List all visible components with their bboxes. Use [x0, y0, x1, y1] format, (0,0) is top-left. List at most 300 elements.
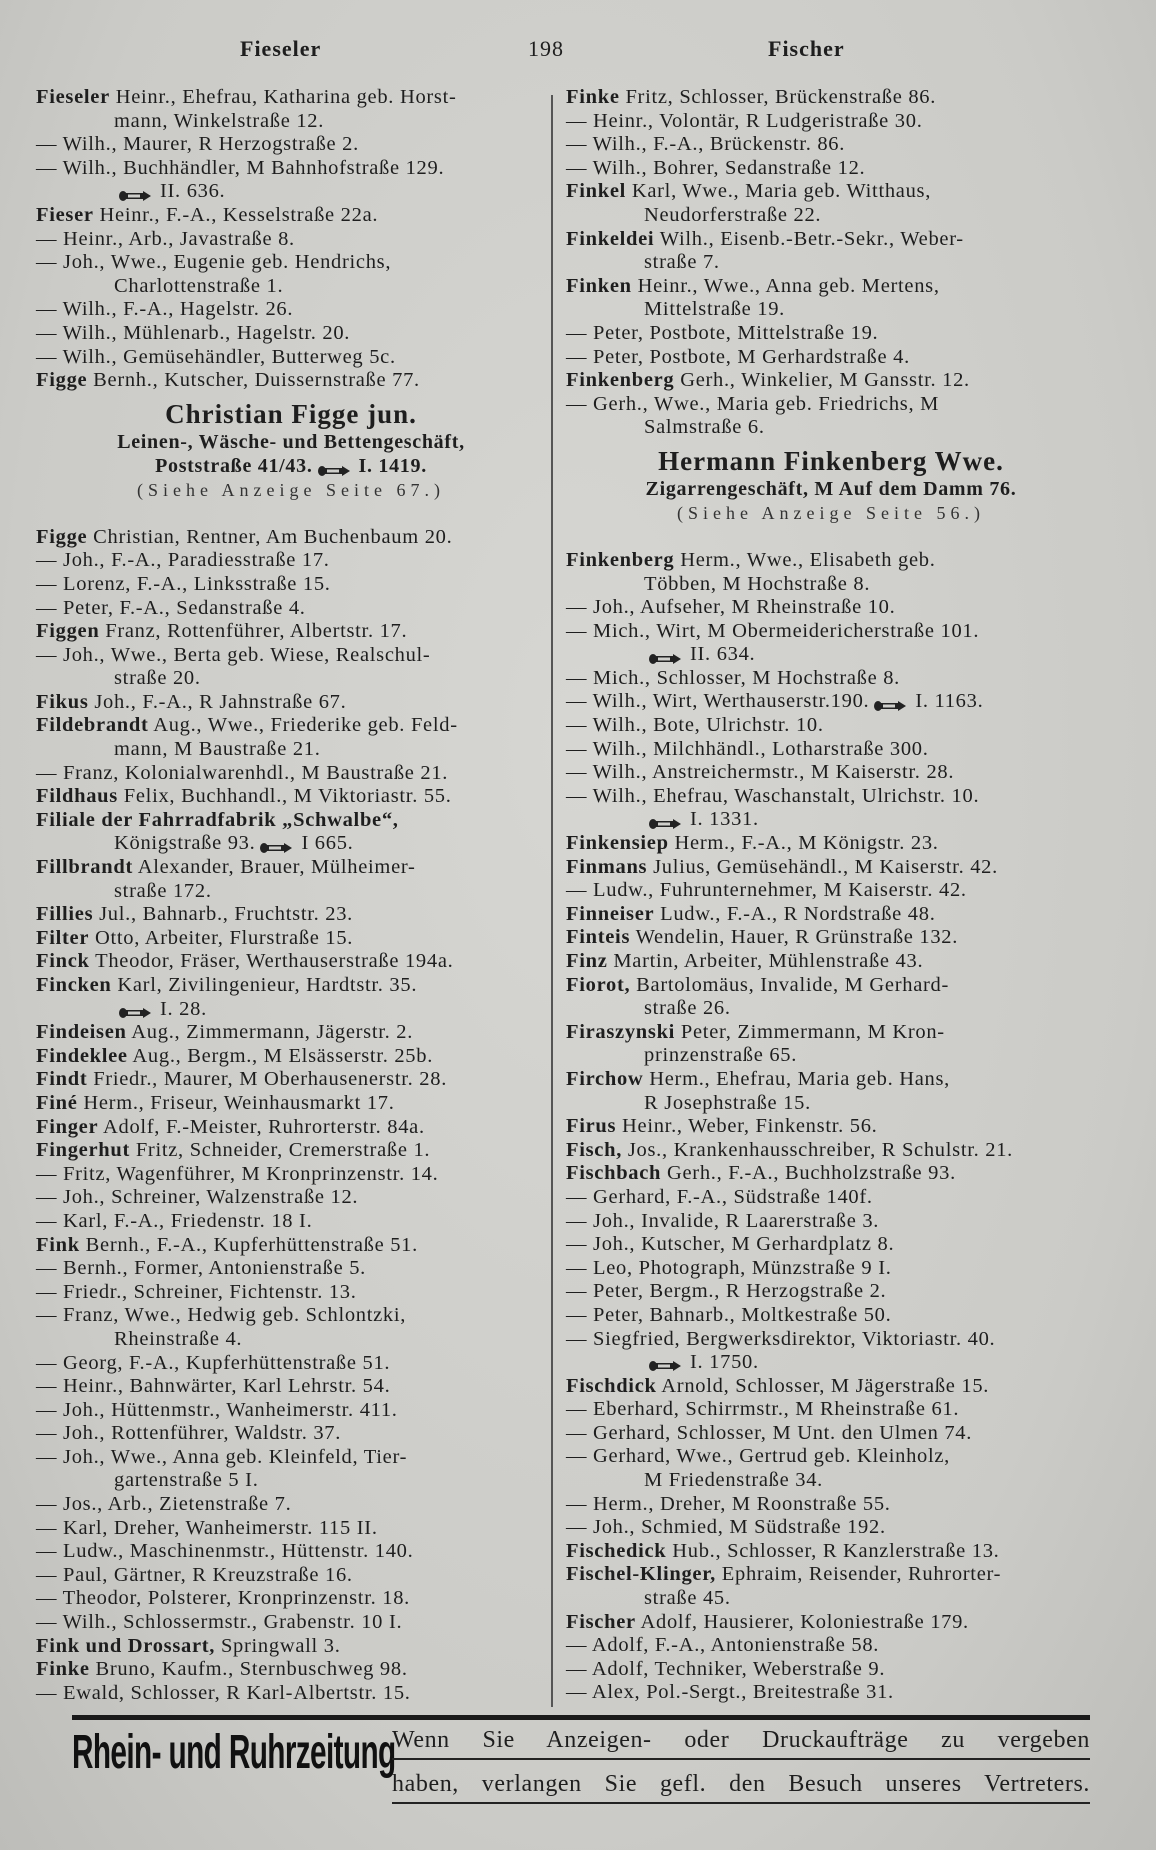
entry-details: R Josephstraße 15. — [644, 1091, 811, 1114]
entry-details: Charlottenstraße 1. — [114, 274, 284, 297]
entry-details: M Friedenstraße 34. — [644, 1469, 823, 1492]
entry-details: Joh., Wwe., Eugenie geb. Hendrichs, — [63, 251, 392, 274]
phone-number: I 665. — [301, 832, 354, 855]
entry-details: Heinr., Arb., Javastraße 8. — [63, 227, 295, 250]
entry-surname: Finteis — [566, 926, 631, 949]
entry-details: Neudorferstraße 22. — [644, 203, 822, 226]
entry-details: Ludw., Fuhrunternehmer, M Kaiserstr. 42. — [593, 879, 967, 902]
phone-number: II. 636. — [160, 180, 226, 203]
entry-details: Fritz, Schlosser, Brückenstraße 86. — [625, 86, 937, 108]
directory-entry — [566, 298, 1096, 322]
entry-details: Wilh., Wirt, Werthauserstr.190. — [592, 690, 870, 713]
directory-entry: — Joh., Invalide, R Laarerstraße 3. — [566, 1209, 880, 1232]
directory-entry: — Franz, Wwe., Hedwig geb. Schlontzki, — [36, 1304, 407, 1327]
entry-details: Herm., Ehefrau, Maria geb. Hans, — [649, 1067, 950, 1090]
entry-details: Joh., Aufseher, M Rheinstraße 10. — [593, 596, 896, 619]
entry-details: Theodor, Fräser, Werthauserstraße 194a. — [95, 950, 454, 973]
directory-entry: — Wilh., F.-A., Brückenstr. 86. — [566, 133, 846, 156]
entry-details: Bartolomäus, Invalide, M Gerhard- — [636, 973, 950, 996]
entry-surname: Fincken — [36, 974, 112, 996]
entry-surname: Fildebrandt — [36, 714, 149, 737]
display-advertisement — [36, 399, 546, 502]
directory-entry — [36, 1658, 546, 1682]
directory-entry: — Karl, F.-A., Friedenstr. 18 I. — [36, 1209, 313, 1232]
directory-entry — [36, 738, 546, 762]
entry-details: Otto, Arbeiter, Flurstraße 15. — [94, 926, 354, 949]
entry-details: Heinr., F.-A., Kesselstraße 22a. — [99, 203, 379, 226]
entry-details: Gerh., Winkelier, M Gansstr. 12. — [680, 369, 970, 392]
directory-entry: — Jos., Arb., Zietenstraße 7. — [36, 1493, 292, 1516]
entry-surname: Figgen — [36, 620, 100, 643]
directory-entry — [566, 643, 1096, 667]
entry-surname: Finger — [36, 1115, 99, 1138]
directory-entry: — Joh., Aufseher, M Rheinstraße 10. — [566, 596, 896, 619]
advertisement-footer — [72, 1715, 1090, 1815]
entry-details: Rheinstraße 4. — [114, 1327, 243, 1350]
column-divider — [551, 95, 553, 1707]
entry-details: Franz, Rottenführer, Albertstr. 17. — [105, 620, 408, 643]
directory-entry — [566, 1563, 1096, 1587]
entry-details: Joh., Kutscher, M Gerhardplatz 8. — [593, 1233, 895, 1256]
directory-entry: — Fritz, Wagenführer, M Kronprinzenstr. 14. — [36, 1162, 439, 1185]
entry-surname: Fink — [36, 1233, 80, 1256]
directory-entry — [566, 974, 1096, 998]
entry-surname: Finmans — [566, 855, 648, 878]
entry-surname: Fildhaus — [36, 785, 118, 808]
directory-entry: — Joh., Kutscher, M Gerhardplatz 8. — [566, 1233, 895, 1256]
directory-entry: — Georg, F.-A., Kupferhüttenstraße 51. — [36, 1351, 391, 1374]
directory-entry: — Wilh., Bohrer, Sedanstraße 12. — [566, 156, 866, 179]
entry-details: Christian, Rentner, Am Buchenbaum 20. — [93, 525, 453, 548]
entry-details: Alex, Pol.-Sergt., Breitestraße 31. — [591, 1681, 894, 1704]
phone-number: I. 1163. — [915, 690, 984, 713]
directory-entry — [566, 251, 1096, 275]
entry-details: Mich., Schlosser, M Hochstraße 8. — [593, 666, 900, 689]
directory-entry — [566, 1469, 1096, 1493]
directory-entry: — Joh., Wwe., Eugenie geb. Hendrichs, — [36, 251, 392, 274]
entry-details: Peter, Postbote, M Gerhardstraße 4. — [593, 345, 910, 368]
telephone-receiver-icon — [259, 838, 293, 852]
directory-entry: — Joh., F.-A., Paradiesstraße 17. — [36, 549, 330, 572]
directory-entry — [36, 1116, 546, 1140]
entry-details: Julius, Gemüsehändl., M Kaiserstr. 42. — [653, 855, 998, 878]
directory-entry: — Heinr., Arb., Javastraße 8. — [36, 227, 295, 250]
directory-entry — [36, 110, 546, 134]
directory-entry — [566, 926, 1096, 950]
entry-surname: Fischer — [566, 1610, 636, 1633]
ad-reference: (Siehe Anzeige Seite 67.) — [137, 479, 445, 500]
directory-entry — [36, 1635, 546, 1659]
entry-details: Aug., Wwe., Friederike geb. Feld- — [153, 714, 458, 737]
entry-details: Herm., Friseur, Weinhausmarkt 17. — [83, 1091, 395, 1114]
directory-entry: — Lorenz, F.-A., Linksstraße 15. — [36, 572, 331, 595]
entry-surname: Fischbach — [566, 1162, 662, 1185]
entry-details: Joh., Wwe., Anna geb. Kleinfeld, Tier- — [63, 1445, 408, 1468]
directory-entry: — Wilh., Anstreichermstr., M Kaiserstr. 28. — [566, 761, 955, 784]
directory-entry: — Bernh., Former, Antonienstraße 5. — [36, 1257, 366, 1280]
directory-entry: — Eberhard, Schirrmstr., M Rheinstraße 61. — [566, 1398, 960, 1421]
directory-entry — [566, 416, 1096, 440]
entry-surname: Findeklee — [36, 1044, 128, 1067]
entry-details: Peter, F.-A., Sedanstraße 4. — [63, 596, 306, 619]
directory-entry — [36, 1139, 546, 1163]
entry-surname: Fink und Drossart, — [36, 1634, 216, 1657]
entry-details: Heinr., Weber, Finkenstr. 56. — [622, 1115, 878, 1138]
directory-entry — [36, 86, 546, 110]
entry-details: Adolf, Techniker, Weberstraße 9. — [591, 1657, 886, 1680]
entry-surname: Fillbrandt — [36, 856, 133, 879]
entry-details: Heinr., Volontär, R Ludgeristraße 30. — [593, 109, 923, 132]
entry-details: Alexander, Brauer, Mülheimer- — [137, 856, 416, 879]
entry-details: Felix, Buchhandl., M Viktoriastr. 55. — [123, 785, 452, 808]
directory-entry: — Theodor, Polsterer, Kronprinzenstr. 18. — [36, 1587, 410, 1610]
entry-details: Herm., Dreher, M Roonstraße 55. — [593, 1492, 891, 1515]
entry-details: Lorenz, F.-A., Linksstraße 15. — [63, 572, 331, 595]
entry-surname: Finkenberg — [566, 548, 675, 571]
entry-details: Gerhard, Wwe., Gertrud geb. Kleinholz, — [593, 1445, 950, 1468]
entry-details: Wilh., Ehefrau, Waschanstalt, Ulrichstr. 10. — [592, 784, 980, 807]
directory-entry — [566, 369, 1096, 393]
entry-details: Joh., Schreiner, Walzenstraße 12. — [63, 1186, 359, 1209]
entry-details: Franz, Kolonialwarenhdl., M Baustraße 21. — [63, 761, 449, 784]
entry-surname: Firus — [566, 1115, 617, 1138]
entry-details: Peter, Zimmermann, M Kron- — [680, 1020, 945, 1043]
entry-surname: Fieseler — [36, 86, 110, 108]
ad-title: Christian Figge jun. — [165, 398, 417, 429]
entry-surname: Firaszynski — [566, 1020, 676, 1043]
entry-details: Joh., F.-A., R Jahnstraße 67. — [94, 690, 347, 713]
entry-details: straße 7. — [644, 251, 720, 274]
entry-details: Wilh., Milchhändl., Lotharstraße 300. — [592, 737, 929, 760]
telephone-receiver-icon — [118, 186, 152, 200]
entry-details: mann, Winkelstraße 12. — [114, 109, 325, 132]
telephone-receiver-icon — [118, 1003, 152, 1017]
directory-entry — [36, 950, 546, 974]
directory-entry: — Heinr., Bahnwärter, Karl Lehrstr. 54. — [36, 1375, 391, 1398]
directory-entry — [566, 1092, 1096, 1116]
entry-details: Jos., Krankenhausschreiber, R Schulstr. 21. — [627, 1138, 1013, 1161]
directory-entry: — Joh., Rottenführer, Waldstr. 37. — [36, 1422, 342, 1445]
entry-details: Theodor, Polsterer, Kronprinzenstr. 18. — [62, 1587, 410, 1610]
entry-surname: Fisch, — [566, 1138, 623, 1161]
entry-details: Joh., Invalide, R Laarerstraße 3. — [593, 1209, 880, 1232]
entry-details: Wilh., F.-A., Hagelstr. 26. — [62, 298, 294, 321]
directory-entry: — Mich., Schlosser, M Hochstraße 8. — [566, 666, 900, 689]
entry-surname: Fikus — [36, 690, 89, 713]
directory-entry — [36, 667, 546, 691]
telephone-receiver-icon — [648, 814, 682, 828]
entry-details: Bernh., F.-A., Kupferhüttenstraße 51. — [85, 1233, 418, 1256]
directory-entry: — Joh., Hüttenmstr., Wanheimerstr. 411. — [36, 1398, 398, 1421]
ad-subtitle: Leinen-, Wäsche- und Bettengeschäft, — [117, 430, 465, 453]
entry-details: Aug., Bergm., M Elsässerstr. 25b. — [132, 1044, 434, 1067]
directory-entry: — Wilh., Milchhändl., Lotharstraße 300. — [566, 737, 929, 760]
entry-details: Franz, Wwe., Hedwig geb. Schlontzki, — [63, 1304, 407, 1327]
entry-details: Aug., Zimmermann, Jägerstr. 2. — [131, 1021, 414, 1044]
entry-details: Wilh., Buchhändler, M Bahnhofstraße 129. — [62, 156, 445, 179]
entry-surname: Finkenberg — [566, 369, 675, 392]
entry-surname: Finkensiep — [566, 832, 669, 855]
entry-details: Eberhard, Schirrmstr., M Rheinstraße 61. — [593, 1398, 960, 1421]
directory-entry: — Wilh., Gemüsehändler, Butterweg 5c. — [36, 345, 396, 368]
page-number: 198 — [528, 36, 564, 61]
directory-entry — [566, 1375, 1096, 1399]
entry-details: Bernh., Kutscher, Duissernstraße 77. — [93, 369, 420, 392]
directory-entry: — Peter, Postbote, M Gerhardstraße 4. — [566, 345, 910, 368]
newspaper-logo: Rhein- und Ruhrzeitung — [72, 1726, 396, 1779]
entry-details: Wilh., Gemüsehändler, Butterweg 5c. — [62, 345, 396, 368]
ad-subtitle: Zigarrengeschäft, M Auf dem Damm 76. — [645, 477, 1017, 500]
entry-details: Többen, M Hochstraße 8. — [644, 572, 871, 595]
directory-entry — [36, 880, 546, 904]
phone-number: I. 28. — [160, 997, 207, 1020]
directory-entry — [36, 714, 546, 738]
directory-entry — [566, 1139, 1096, 1163]
directory-entry — [36, 856, 546, 880]
directory-entry: — Gerhard, F.-A., Südstraße 140f. — [566, 1185, 873, 1208]
entry-details: Adolf, F.-Meister, Ruhrorterstr. 84a. — [102, 1115, 425, 1138]
directory-entry — [566, 856, 1096, 880]
entry-details: Wendelin, Hauer, R Grünstraße 132. — [635, 926, 959, 949]
entry-surname: Fingerhut — [36, 1139, 130, 1162]
directory-entry — [36, 275, 546, 299]
phone-number: I. 1750. — [690, 1351, 759, 1374]
entry-details: Karl, Dreher, Wanheimerstr. 115 II. — [63, 1516, 378, 1539]
directory-entry — [566, 573, 1096, 597]
entry-details: Herm., Wwe., Elisabeth geb. — [680, 548, 936, 571]
directory-entry: — Gerhard, Schlosser, M Unt. den Ulmen 74. — [566, 1421, 973, 1444]
directory-entry — [566, 228, 1096, 252]
entry-details: Mittelstraße 19. — [644, 298, 786, 321]
entry-details: Peter, Postbote, Mittelstraße 19. — [593, 321, 879, 344]
entry-details: Karl, F.-A., Friedenstr. 18 I. — [63, 1209, 313, 1232]
directory-entry — [566, 1351, 1096, 1375]
directory-entry: — Wilh., Buchhändler, M Bahnhofstraße 129. — [36, 156, 445, 179]
directory-entry: — Wilh., Mühlenarb., Hagelstr. 20. — [36, 321, 351, 344]
entry-details: Hub., Schlosser, R Kanzlerstraße 13. — [672, 1539, 1000, 1562]
directory-entry: — Joh., Schmied, M Südstraße 192. — [566, 1516, 886, 1539]
entry-details: Salmstraße 6. — [644, 416, 765, 439]
entry-surname: Finé — [36, 1091, 78, 1114]
entry-details: Wilh., F.-A., Brückenstr. 86. — [592, 133, 846, 156]
entry-details: Herm., F.-A., M Königstr. 23. — [674, 832, 939, 855]
directory-entry — [36, 785, 546, 809]
right-column — [566, 86, 1096, 1705]
directory-entry — [36, 1469, 546, 1493]
entry-details: Gerh., F.-A., Buchholzstraße 93. — [666, 1162, 956, 1185]
entry-details: Siegfried, Bergwerksdirektor, Viktoriastr. 40. — [593, 1327, 996, 1350]
entry-details: Bruno, Kaufm., Sternbuschweg 98. — [95, 1658, 408, 1681]
directory-entry — [566, 1587, 1096, 1611]
running-head-left: Fieseler — [240, 36, 322, 61]
directory-entry: — Ludw., Fuhrunternehmer, M Kaiserstr. 42. — [566, 879, 967, 902]
entry-details: Joh., Schmied, M Südstraße 192. — [593, 1516, 886, 1539]
directory-entry: — Ludw., Maschinenmstr., Hüttenstr. 140. — [36, 1540, 414, 1563]
footer-rule — [72, 1715, 1090, 1720]
directory-entry — [36, 927, 546, 951]
entry-details: Jul., Bahnarb., Fruchtstr. 23. — [99, 903, 353, 926]
entry-surname: Findt — [36, 1068, 88, 1091]
directory-entry: — Joh., Wwe., Berta geb. Wiese, Realschul- — [36, 643, 431, 666]
entry-surname: Finneiser — [566, 902, 655, 925]
directory-entry — [566, 1021, 1096, 1045]
entry-details: Gerhard, F.-A., Südstraße 140f. — [593, 1185, 873, 1208]
directory-entry: — Friedr., Schreiner, Fichtenstr. 13. — [36, 1280, 357, 1303]
directory-entry: — Peter, Postbote, Mittelstraße 19. — [566, 321, 879, 344]
directory-entry — [36, 903, 546, 927]
entry-surname: Finz — [566, 950, 608, 972]
entry-surname: Fiorot, — [566, 973, 631, 996]
entry-details: Adolf, F.-A., Antonienstraße 58. — [591, 1634, 880, 1657]
directory-entry: — Joh., Schreiner, Walzenstraße 12. — [36, 1186, 359, 1209]
left-column — [36, 86, 546, 1705]
directory-entry: — Paul, Gärtner, R Kreuzstraße 16. — [36, 1563, 353, 1586]
directory-entry — [566, 180, 1096, 204]
directory-entry: — Karl, Dreher, Wanheimerstr. 115 II. — [36, 1516, 378, 1539]
entry-details: Mich., Wirt, M Obermeidericherstraße 101. — [593, 619, 980, 642]
entry-details: straße 20. — [114, 667, 201, 690]
directory-entry: — Mich., Wirt, M Obermeidericherstraße 101. — [566, 619, 980, 642]
directory-entry — [36, 974, 546, 998]
entry-surname: Filter — [36, 926, 90, 949]
directory-entry — [36, 526, 546, 550]
directory-entry — [36, 204, 546, 228]
entry-surname: Figge — [36, 369, 88, 392]
entry-details: Heinr., Ehefrau, Katharina geb. Horst- — [115, 86, 457, 108]
entry-surname: Filiale der Fahrradfabrik „Schwalbe“, — [36, 808, 399, 831]
entry-details: Wilh., Anstreichermstr., M Kaiserstr. 28. — [592, 761, 955, 784]
entry-details: mann, M Baustraße 21. — [114, 738, 321, 761]
entry-details: Georg, F.-A., Kupferhüttenstraße 51. — [63, 1351, 391, 1374]
entry-details: Joh., Wwe., Berta geb. Wiese, Realschul- — [63, 643, 431, 666]
entry-details: Peter, Bahnarb., Moltkestraße 50. — [593, 1303, 892, 1326]
entry-details: Wilh., Maurer, R Herzogstraße 2. — [62, 133, 359, 156]
directory-entry — [36, 180, 546, 204]
directory-entry — [36, 1068, 546, 1092]
entry-details: prinzenstraße 65. — [644, 1044, 798, 1067]
entry-details: Adolf, Hausierer, Koloniestraße 179. — [640, 1610, 969, 1633]
directory-entry: — Wilh., Bote, Ulrichstr. 10. — [566, 714, 824, 737]
entry-details: Wilh., Bohrer, Sedanstraße 12. — [592, 156, 866, 179]
directory-entry — [566, 808, 1096, 832]
directory-entry: — Peter, Bahnarb., Moltkestraße 50. — [566, 1303, 892, 1326]
footer-ad-line-2: haben, verlangen Sie gefl. den Besuch unseres Vertreters. — [392, 1771, 1090, 1804]
phone-number: I. 1331. — [690, 808, 759, 831]
entry-details: Springwall 3. — [220, 1634, 341, 1657]
entry-surname: Finkel — [566, 180, 627, 203]
directory-entry: — Wilh., Wirt, Werthauserstr.190. I. 1163. — [566, 690, 984, 713]
entry-surname: Fischdick — [566, 1374, 657, 1397]
directory-entry — [36, 1328, 546, 1352]
directory-entry: — Wilh., Schlossermstr., Grabenstr. 10 I. — [36, 1611, 403, 1634]
directory-entry — [36, 1021, 546, 1045]
directory-entry — [566, 903, 1096, 927]
entry-details: Friedr., Schreiner, Fichtenstr. 13. — [63, 1280, 357, 1303]
entry-details: Ludw., F.-A., R Nordstraße 48. — [660, 902, 936, 925]
entry-details: Leo, Photograph, Münzstraße 9 I. — [593, 1256, 892, 1279]
entry-details: Friedr., Maurer, M Oberhausenerstr. 28. — [93, 1068, 448, 1091]
ad-title: Hermann Finkenberg Wwe. — [658, 445, 1004, 476]
entry-details: Fritz, Wagenführer, M Kronprinzenstr. 14. — [63, 1162, 439, 1185]
directory-entry: — Wilh., Maurer, R Herzogstraße 2. — [36, 133, 359, 156]
telephone-receiver-icon — [873, 696, 907, 710]
entry-details: Wilh., Mühlenarb., Hagelstr. 20. — [62, 321, 351, 344]
entry-details: Heinr., Bahnwärter, Karl Lehrstr. 54. — [63, 1375, 391, 1398]
directory-entry: — Siegfried, Bergwerksdirektor, Viktoriastr. 40. — [566, 1327, 996, 1350]
entry-surname: Fieser — [36, 203, 94, 226]
entry-surname: Finken — [566, 274, 632, 297]
directory-entry — [36, 620, 546, 644]
entry-details: Arnold, Schlosser, M Jägerstraße 15. — [661, 1374, 990, 1397]
directory-entry: — Adolf, Techniker, Weberstraße 9. — [566, 1657, 886, 1680]
entry-surname: Fillies — [36, 903, 94, 926]
directory-entry — [566, 1540, 1096, 1564]
directory-entry — [36, 1092, 546, 1116]
entry-details: straße 172. — [114, 879, 212, 902]
entry-details: Wilh., Eisenb.-Betr.-Sekr., Weber- — [659, 227, 964, 250]
directory-entry: — Leo, Photograph, Münzstraße 9 I. — [566, 1256, 892, 1279]
entry-surname: Figge — [36, 525, 88, 548]
telephone-receiver-icon — [648, 649, 682, 663]
directory-entry — [36, 369, 546, 393]
entry-surname: Finkeldei — [566, 227, 655, 250]
footer-ad-line-1: Wenn Sie Anzeigen- oder Druckaufträge zu vergeben — [392, 1727, 1090, 1760]
entry-details: Bernh., Former, Antonienstraße 5. — [63, 1257, 366, 1280]
running-head-right: Fischer — [768, 36, 845, 61]
directory-entry: — Gerhard, Wwe., Gertrud geb. Kleinholz, — [566, 1445, 950, 1468]
directory-entry: — Wilh., F.-A., Hagelstr. 26. — [36, 298, 294, 321]
directory-entry — [566, 950, 1096, 974]
entry-details: Karl, Wwe., Maria geb. Witthaus, — [631, 180, 932, 203]
ad-reference: (Siehe Anzeige Seite 56.) — [677, 502, 985, 523]
entry-details: Joh., Rottenführer, Waldstr. 37. — [63, 1422, 342, 1445]
directory-entry — [36, 832, 546, 856]
entry-details: Karl, Zivilingenieur, Hardtstr. 35. — [117, 974, 418, 996]
entry-details: straße 26. — [644, 997, 731, 1020]
directory-entry — [566, 1162, 1096, 1186]
entry-details: Heinr., Wwe., Anna geb. Mertens, — [637, 274, 940, 297]
directory-entry: — Adolf, F.-A., Antonienstraße 58. — [566, 1634, 880, 1657]
entry-details: Fritz, Schneider, Cremerstraße 1. — [135, 1139, 431, 1162]
directory-entry — [566, 549, 1096, 573]
entry-details: straße 45. — [644, 1587, 731, 1610]
directory-entry: — Alex, Pol.-Sergt., Breitestraße 31. — [566, 1681, 894, 1704]
directory-entry: — Joh., Wwe., Anna geb. Kleinfeld, Tier- — [36, 1445, 408, 1468]
directory-entry: — Herm., Dreher, M Roonstraße 55. — [566, 1492, 891, 1515]
directory-entry — [36, 1234, 546, 1258]
entry-details: Paul, Gärtner, R Kreuzstraße 16. — [63, 1563, 353, 1586]
entry-surname: Firchow — [566, 1067, 644, 1090]
directory-entry — [566, 832, 1096, 856]
entry-details: Martin, Arbeiter, Mühlenstraße 43. — [613, 950, 924, 972]
entry-details: Wilh., Schlossermstr., Grabenstr. 10 I. — [62, 1611, 403, 1634]
entry-details: Joh., F.-A., Paradiesstraße 17. — [63, 549, 330, 572]
entry-surname: Fischedick — [566, 1539, 667, 1562]
entry-details: Jos., Arb., Zietenstraße 7. — [63, 1493, 292, 1516]
directory-entry — [36, 809, 546, 833]
entry-details: gartenstraße 5 I. — [114, 1469, 259, 1492]
directory-entry — [36, 691, 546, 715]
entry-details: Ewald, Schlosser, R Karl-Albertstr. 15. — [63, 1681, 411, 1704]
directory-entry: — Ewald, Schlosser, R Karl-Albertstr. 15. — [36, 1681, 411, 1704]
entry-details: Ludw., Maschinenmstr., Hüttenstr. 140. — [63, 1540, 414, 1563]
entry-details: Ephraim, Reisender, Ruhrorter- — [721, 1563, 1002, 1586]
entry-surname: Finke — [36, 1658, 90, 1681]
directory-entry — [566, 204, 1096, 228]
display-advertisement — [566, 446, 1096, 525]
entry-details: Gerhard, Schlosser, M Unt. den Ulmen 74. — [593, 1421, 973, 1444]
ad-address — [36, 454, 546, 478]
